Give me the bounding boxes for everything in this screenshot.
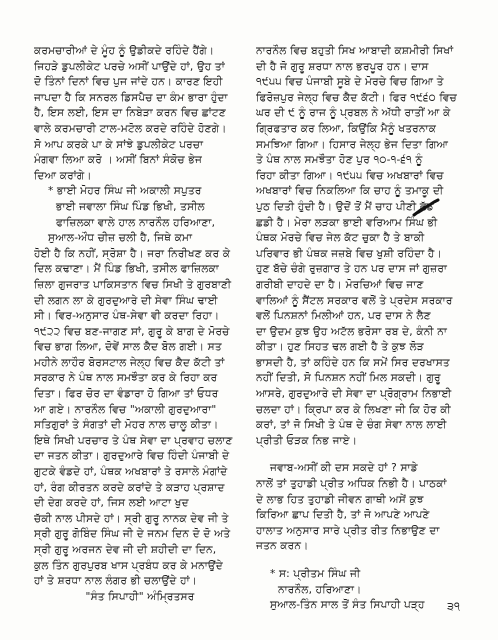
text-line: ਰਿਹਾ ਕੀਤਾ ਗਿਆ। ੧੯੫੫ ਵਿਚ ਅਖਬਾਰਾਂ ਵਿਚ — [256, 169, 444, 182]
text-line: ਸੋ ਆਪ ਕਰਕੇ ਪਾ ਕੇ ਸਾਂਝੇ ਡੁਪਲੀਕੇਟ ਪਰਚਾ — [34, 138, 204, 151]
text-line: ਦਿਤਾ। ਫਿਰ ਚੋਰ ਦਾ ਵੰਡਾਰਾ ਹੋ ਗਿਆ ਤਾਂ ਓਧਰ — [34, 388, 219, 401]
text-line: ਪੰਥਕ ਮੋਰਚੇ ਵਿਚ ਜੇਲ ਕੱਟ ਚੁਕਾ ਹੈ ਤੇ ਬਾਕੀ — [256, 232, 425, 245]
signature-name: * ਸ: ਪ੍ਰੀਤਮ ਸਿੰਘ ਜੀ — [270, 568, 361, 580]
text-line: ਮਹੀਨੇ ਲਾਹੌਰ ਬੋਰਸਟਾਲ ਜੇਲ੍ਹ ਵਿਚ ਕੈਦ ਕੱਟੀ ਤਾਂ — [34, 356, 225, 369]
text-line: ਕਿਰਿਆ ਛਾਪ ਦਿਤੀ ਹੈ, ਤਾਂ ਜੋ ਆਪਣੇ ਆਪਣੇ — [256, 509, 430, 522]
letter-writer-line: * ਭਾਈ ਮੋਹਰ ਸਿੰਘ ਜੀ ਅਕਾਲੀ ਸਪੁਤਰ — [48, 185, 202, 198]
text-line: ਦਿਲ ਕਢਾਣਾ। ਮੈਂ ਪਿੰਡ ਭਿਖੀ, ਤਸੀਲ ਫਾਜ਼ਿਲਕਾ — [34, 263, 219, 276]
text-line: ਵਲੋਂ ਪਿਨਸ਼ਨਾਂ ਮਿਲੀਆਂ ਹਨ, ਪਰ ਦਾਸ ਨੇ ਲੈਣ — [256, 310, 431, 323]
text-line: ਪ੍ਰੀਤੀ ਓੜਕ ਨਿਭ ਜਾਏ। — [256, 434, 358, 447]
text-line: ਮੰਗਵਾ ਲਿਆ ਕਰੋ । ਅਸੀਂ ਬਿਨਾਂ ਸੰਕੋਚ ਭੇਜ — [34, 154, 203, 167]
text-line: ਨਹੀਂ ਦਿਤੀ, ਸੋ ਪਿਨਸ਼ਨ ਨਹੀਂ ਮਿਲ ਸਕਦੀ। ਗੁਰੂ — [256, 372, 441, 385]
text-line: ਦਾ ਜਤਨ ਕੀਤਾ। ਗੁਰਦੁਆਰੇ ਵਿਚ ਹਿੰਦੀ ਪੰਜਾਬੀ ਦੇ — [34, 450, 230, 463]
text-line: ਸਤਿਗੁਰਾਂ ਤੇ ਸੰਗਤਾਂ ਦੀ ਮੋਹਰ ਨਾਲ ਚਾਲੂ ਕੀਤਾ। — [34, 419, 219, 432]
paragraph-gap — [256, 449, 470, 461]
text-line: ਭਾਈ ਜਵਾਲਾ ਸਿੰਘ ਪਿੰਡ ਭਿਖੀ, ਤਸੀਲ — [56, 200, 205, 213]
text-line: ਛਡੀ ਹੈ। ਮੇਰਾ ਲੜਕਾ ਭਾਈ ਵਰਿਆਮ ਸਿੰਘ ਭੀ — [256, 216, 438, 229]
text-line: ਪਰਿਵਾਰ ਭੀ ਪੰਥਕ ਜਜ਼ਬੇ ਵਿਚ ਖੁਸ਼ੀ ਰਹਿੰਦਾ ਹੈ। — [256, 247, 442, 260]
text-line: ਗ੍ਰਿਫਤਾਰ ਕਰ ਲਿਆ, ਕਿਉਂਕਿ ਮੈਨੂੰ ਖਤਰਨਾਕ — [256, 122, 437, 135]
text-line: ਇਥੇ ਸਿਖੀ ਪਰਚਾਰ ਤੇ ਪੰਥ ਸੇਵਾ ਦਾ ਪ੍ਰਵਾਹ ਚਲਾਣ — [34, 434, 233, 447]
text-line: ਜਾਪਦਾ ਹੈ ਕਿ ਸਨਰਲ ਡਿਸਪੈਚ ਦਾ ਕੰਮ ਭਾਰਾ ਹੁੰਦਾ — [34, 91, 228, 104]
text-line: ਹਾਂ ਤੇ ਸ਼ਰਧਾ ਨਾਲ ਲੰਗਰ ਭੀ ਚਲਾਉਂਦੇ ਹਾਂ। — [34, 575, 198, 588]
text-line: ਹੋਈ ਹੈ ਕਿ ਨਹੀਂ, ਸ੍ਰੋਸ਼ਾ ਹੈ। ਜਰਾ ਨਿਰੀਖਣ ਕਰ ਕੇ — [34, 247, 231, 260]
question-line: ਸੁਆਲ-ਤਿੰਨ ਸਾਲ ਤੋਂ ਸੰਤ ਸਿਪਾਹੀ ਪੜ੍ਹ — [270, 599, 425, 612]
left-column — [34, 44, 246, 605]
text-line: ਦੋ ਤਿੰਨਾਂ ਦਿਨਾਂ ਵਿਚ ਪੁਜ ਜਾਂਦੇ ਹਨ। ਕਾਰਣ ਇਹੀ — [34, 76, 223, 89]
ink-scribble-icon — [412, 197, 440, 219]
page-number: ੩੧ — [447, 600, 460, 613]
text-line: ਹੁਣ ਬੱਚੇ ਚੰਗੇ ਰੁਜ਼ਗਾਰ ਤੇ ਹਨ ਪਰ ਦਾਸ ਜਾਂ ਗੁਜ਼ਰਾ — [256, 263, 448, 276]
text-line: ਆ ਗਏ। ਨਾਰਨੌਲ ਵਿਚ "ਅਕਾਲੀ ਗੁਰਦੁਆਰਾ" — [34, 403, 217, 416]
text-line: ਗੁਟਕੇ ਵੰਡਦੇ ਹਾਂ, ਪੰਥਕ ਅਖਬਾਰਾਂ ਤੇ ਰਸਾਲੇ ਮੰਗਾਂਦੇ — [34, 466, 228, 479]
text-line: ਵਾਲੇ ਕਰਮਚਾਰੀ ਟਾਲ-ਮਟੋਲ ਕਰਦੇ ਰਹਿੰਦੇ ਹੋਣਗੇ। — [34, 122, 227, 135]
text-line: ਸ੍ਰੀ ਗੁਰੂ ਅਰਜਨ ਦੇਵ ਜੀ ਦੀ ਸ਼ਹੀਦੀ ਦਾ ਦਿਨ, — [34, 544, 217, 556]
text-line: ਫਿਰੋਜ਼ਪੁਰ ਜੇਲ੍ਹ ਵਿਚ ਕੈਦ ਕੱਟੀ। ਫਿਰ ੧੯੬੦ ਵਿਚ — [256, 91, 457, 104]
text-line: ਹੈ, ਇਸ ਲਈ, ਇਸ ਦਾ ਨਿਬੇੜਾ ਕਰਨ ਵਿਚ ਛਾਂਟਣ — [34, 107, 226, 120]
text-line: ਵਾਲਿਆਂ ਨੂੰ ਸੈਂਟਲ ਸਰਕਾਰ ਵਲੋਂ ਤੇ ਪ੍ਰਦੇਸ ਸਰਕਾਰ — [256, 294, 453, 307]
text-line: ਜਿਹੜੇ ਡੁਪਲੀਕੇਟ ਪਰਚੇ ਅਸੀਂ ਪਾਉਂਦੇ ਹਾਂ, ਉਹ ਤਾਂ — [34, 60, 225, 73]
text-line: ੧੯੫੫ ਵਿਚ ਪੰਜਾਬੀ ਸੂਬੇ ਦੇ ਮੋਰਚੇ ਵਿਚ ਗਿਆ ਤੇ — [256, 76, 444, 89]
text-line: ਕਰਮਚਾਰੀਆਂ ਦੇ ਮੂੰਹ ਨੂੰ ਉਡੀਕਦੇ ਰਹਿੰਦੇ ਹੈਂਗੇ। — [34, 45, 215, 57]
right-column — [256, 44, 470, 614]
text-line: ਦੇ ਲਾਭ ਹਿਤ ਤੁਹਾਡੀ ਜੀਵਨ ਗਾਥੀ ਅਸੇਂ ਕੁਝ — [256, 493, 424, 506]
text-line: ਅਖਬਾਰਾਂ ਵਿਚ ਨਿਕਲਿਆ ਕਿ ਚਾਹ ਨੂੰ ਤਮਾਕੂ ਦੀ — [256, 185, 444, 198]
text-line: ਹਾਲਾਤ ਅਨੁਸਾਰ ਸਾਰੇ ਪ੍ਰੀਤ ਰੀਤ ਨਿਭਾਉਣ ਦਾ — [256, 524, 440, 537]
text-line: ਸਰਕਾਰ ਨੇ ਪੰਥ ਨਾਲ ਸਮਝੌਤਾ ਕਰ ਕੇ ਰਿਹਾ ਕਰ — [34, 372, 218, 385]
text-line: ਫਾਜ਼ਿਲਕਾ ਵਾਲੇ ਹਾਲ ਨਾਰਨੌਲ ਹਰਿਆਣਾ, — [56, 216, 216, 229]
text-line: ਕੀਤਾ। ਹੁਣ ਸਿਹਤ ਢਲ ਗਈ ਹੈ ਤੇ ਕੁਝ ਲੋੜ — [256, 341, 424, 354]
question-line: ਸੁਆਲ-ਔਧ ਚੀਜ਼ ਚਲੀ ਹੈ, ਜਿਥੇ ਕਮਾ — [48, 232, 193, 245]
text-line: ਦਿਆ ਕਰਾਂਗੇ। — [34, 169, 92, 182]
text-line: ਘਰ ਦੀ ੯ ਨੂੰ ਰਾਜ ਨੂੰ ਪ੍ਰਬਲ ਨੇ ਅੱਧੀ ਰਾਤੀਂ ਆ ਕੇ — [256, 107, 451, 120]
text-line: ਕੁਲ ਤਿੰਨ ਗੁਰਪੁਰਬ ਖਾਸ ਪ੍ਰਬੰਧ ਕਰ ਕੇ ਮਨਾਉਂਦੇ — [34, 559, 223, 572]
reply-line: ਜਵਾਬ-ਅਸੀਂ ਕੀ ਦਸ ਸਕਦੇ ਹਾਂ ? ਸਾਡੇ — [270, 462, 418, 475]
text-line: ਕਰਾਂ, ਤਾਂ ਜੋ ਸਿਖੀ ਤੇ ਪੰਥ ਦੇ ਚੰਗ ਸੇਵਾ ਨਾਲ ਲਾਈ — [256, 419, 447, 432]
text-line: ਭਾਸਦੀ ਹੈ, ਤਾਂ ਕਹਿੰਦੇ ਹਨ ਕਿ ਸਮੇਂ ਸਿਰ ਦਰਖਾਸਤ — [256, 356, 450, 369]
text-line: ਸੀ। ਵਿਰ-ਅਨੁਸਾਰ ਪੰਥ-ਸੇਵਾ ਵੀ ਕਰਦਾ ਰਿਹਾ। — [34, 310, 220, 323]
text-line: ਦੀ ਹੈ ਜੋ ਗੁਰੂ ਸ਼ਰਧਾ ਨਾਲ ਭਰਪੂਰ ਹਨ। ਦਾਸ — [256, 60, 429, 73]
text-line: ਜ਼ਿਲਾ ਗੁਜਰਾਤ ਪਾਕਿਸਤਾਨ ਵਿਚ ਸਿਖੀ ਤੇ ਗੁਰਬਾਣੀ — [34, 278, 232, 291]
text-line: ਦਾ ਉਦਮ ਕੁਝ ਉਹ ਅਟੱਲ ਭਰੋਸਾ ਰਬ ਦੇ, ਕੰਨੀ ਨਾ — [256, 325, 447, 338]
text-line: ਆਸਰੇ, ਗੁਰਦੁਆਰੇ ਦੀ ਸੇਵਾ ਦਾ ਪ੍ਰੋਗ੍ਰਾਮ ਨਿਭਾਈ — [256, 388, 452, 401]
text-line: ਜਤਨ ਕਰਨ। — [256, 540, 309, 553]
text-line: ਚੱਕੀ ਨਾਲ ਪੀਸਦੇ ਹਾਂ। ਸ੍ਰੀ ਗੁਰੂ ਨਾਨਕ ਦੇਵ ਜੀ ਤੇ — [34, 512, 229, 525]
signature-place: ਨਾਰਨੌਲ, ਹਰਿਆਣਾ। — [278, 583, 362, 596]
text-line: ਪੁਠ ਦਿਤੀ ਹੁੰਦੀ ਹੈ। ਉਦੋਂ ਤੋਂ ਮੈਂ ਚਾਹ ਪੀਣੀ ਛੱਡ — [256, 200, 434, 213]
paragraph-gap — [256, 555, 470, 567]
text-line: ਵਿਚ ਭਾਗ ਲਿਆ, ਦੋਵੇਂ ਸਾਲ ਕੈਦ ਬੋਲ ਗਈ। ਸਤ — [34, 341, 222, 354]
source-credit: "ਸੰਤ ਸਿਪਾਹੀ" ਅੰਮ੍ਰਿਤਸਰ — [85, 590, 195, 603]
text-line: ਦੀ ਦੇਗ ਕਰਦੇ ਹਾਂ, ਜਿਸ ਲਈ ਆਟਾ ਖੁਦ — [34, 497, 189, 510]
text-line: ਸਮਝਿਆ ਗਿਆ। ਹਿਸਾਰ ਜੇਲ੍ਹ ਭੇਜ ਦਿਤਾ ਗਿਆ — [256, 138, 449, 151]
text-line: ਸ੍ਰੀ ਗੁਰੂ ਗੋਬਿੰਦ ਸਿੰਘ ਜੀ ਦੇ ਜਨਮ ਦਿਨ ਦੋ ਦੋ ਅਤੇ — [34, 528, 231, 541]
text-line: ਤੇ ਪੰਥ ਨਾਲ ਸਮਝੌਤਾ ਹੋਣ ਪੁਰ ੧੦-੧-੬੧ ਨੂੰ — [256, 154, 423, 167]
text-line: ਨਾਰਨੌਲ ਵਿਚ ਬਹੁਤੀ ਸਿਖ ਆਬਾਦੀ ਕਸ਼ਮੀਰੀ ਸਿਖਾਂ — [256, 45, 454, 57]
text-line: ਗਰੀਬੀ ਦਾਹਦੇ ਦਾ ਹੈ। ਮੋਰਚਿਆਂ ਵਿਚ ਜਾਣ — [256, 278, 424, 291]
text-line: ਹਾਂ, ਰੰਗ ਕੀਰਤਨ ਕਰਦੇ ਕਰਾਂਦੇ ਤੇ ਕੜਾਹ ਪ੍ਰਸ਼ਾਦ — [34, 481, 225, 494]
text-line: ਨਾਲੋਂ ਤਾਂ ਤੁਹਾਡੀ ਪ੍ਰੀਤ ਅਧਿਕ ਨਿਭੀ ਹੈ। ਪਾਠਕਾਂ — [256, 478, 447, 491]
text-line: ੧੯੨੨ ਵਿਚ ਬਣ-ਜਾਗਣ ਸਾਂ, ਗੁਰੂ ਕੇ ਬਾਗ ਦੇ ਮੋਰਚੇ — [34, 325, 230, 338]
text-line: ਦੀ ਲਗਨ ਲਾ ਕੇ ਗੁਰਦੁਆਰੇ ਦੀ ਸੇਵਾ ਸਿੰਘ ਢਾਈ — [34, 294, 218, 307]
text-line: ਚਲਦਾ ਹਾਂ। ਕ੍ਰਿਪਾ ਕਰ ਕੇ ਲਿਖਣਾ ਜੀ ਕਿ ਹੋਰ ਕੀ — [256, 403, 451, 416]
